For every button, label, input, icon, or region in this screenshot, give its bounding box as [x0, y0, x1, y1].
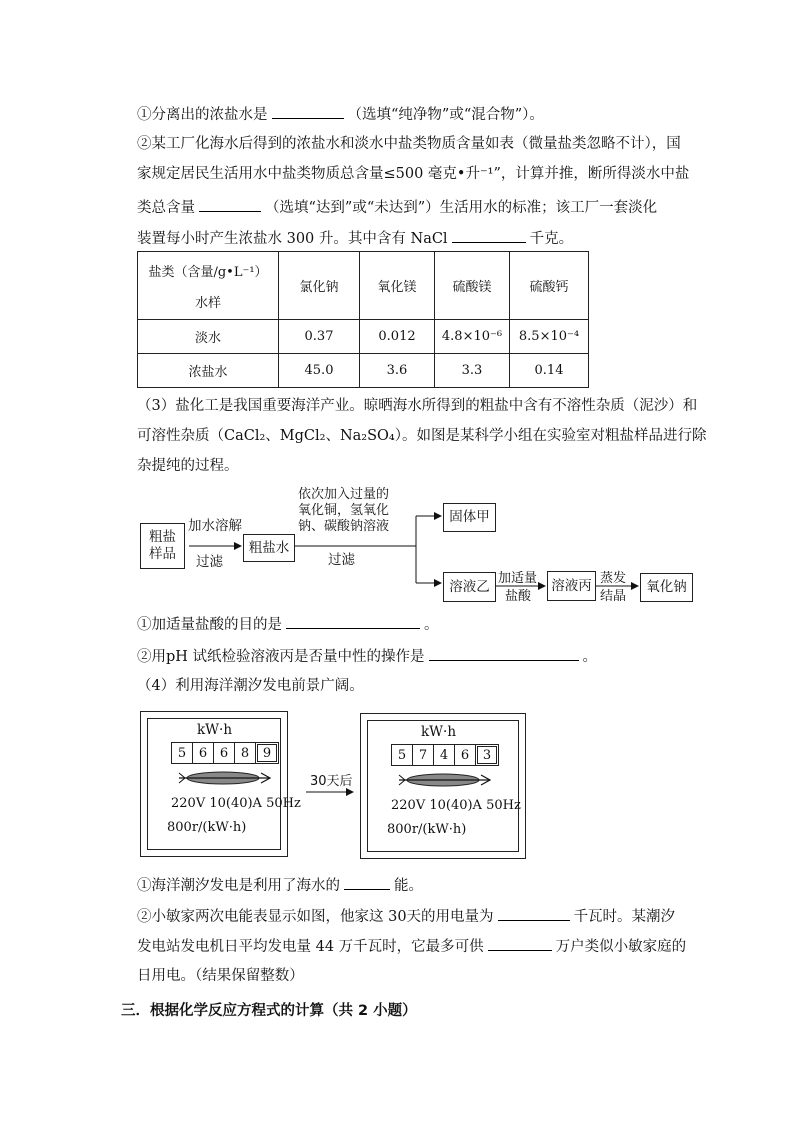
- table-header: 氯化钠: [279, 252, 360, 320]
- question-text: ②小敏家两次电能表显示如图，他家这 30天的用电量为: [137, 909, 494, 925]
- meter-rate: 800r/(kW·h): [387, 822, 467, 837]
- question-text: 万户类似小敏家庭的: [555, 939, 687, 955]
- meter-digits: [171, 742, 279, 764]
- meter-spec: 220V 10(40)A 50Hz: [391, 798, 521, 813]
- answer-blank[interactable]: [429, 646, 579, 661]
- answer-blank[interactable]: [344, 875, 390, 890]
- question-text: ①海洋潮汐发电是利用了海水的: [137, 878, 340, 894]
- question-text: 。: [582, 649, 598, 665]
- question-text: 千克。: [529, 231, 574, 247]
- question-text: ①加适量盐酸的目的是: [137, 617, 282, 633]
- table-cell: 0.012: [360, 320, 435, 354]
- meter-digit: 6: [193, 743, 214, 763]
- meter-arrow-label: 30天后: [310, 774, 353, 789]
- answer-blank[interactable]: [498, 906, 570, 921]
- question-text: ①分离出的浓盐水是: [137, 107, 268, 123]
- table-header-salt: 盐类（含量/g•L⁻¹）: [148, 264, 268, 280]
- table-cell: 浓盐水: [138, 354, 279, 388]
- question-text: 装置每小时产生浓盐水 300 升。其中含有 NaCl: [137, 231, 448, 247]
- meter-digit: 6: [214, 743, 235, 763]
- meter-unit: kW·h: [421, 724, 457, 740]
- question-line: 日用电。（结果保留整数）: [137, 968, 304, 984]
- step-label: 蒸发: [600, 571, 627, 586]
- electricity-meter-before: [140, 711, 301, 857]
- section-title: 三．根据化学反应方程式的计算（共 2 小题）: [121, 1003, 417, 1019]
- question-line: [137, 936, 686, 957]
- meter-disc-icon: [397, 770, 493, 790]
- meter-digit: 5: [172, 743, 193, 763]
- question-line: 家规定居民生活用水中盐类物质总含量≤500 毫克•升⁻¹”，计算并推，断所得淡水中盐: [137, 166, 690, 182]
- table-header-sample: 水样: [194, 295, 221, 311]
- question-line: 可溶性杂质（CaCl₂、MgCl₂、Na₂SO₄）。如图是某科学小组在实验室对粗盐样品进行除: [137, 428, 707, 444]
- table-header: 氧化镁: [360, 252, 435, 320]
- question-line: ②某工厂化海水后得到的浓盐水和淡水中盐类物质含量如表（微量盐类忽略不计），国: [137, 136, 681, 152]
- meter-digits: [391, 744, 499, 766]
- question-tidal-energy: [137, 875, 423, 896]
- solid-a-box: 固体甲: [443, 503, 496, 532]
- meter-digit: 8: [235, 743, 256, 763]
- table-header: 硫酸镁: [435, 252, 510, 320]
- step-label: 结晶: [600, 589, 627, 604]
- meter-digit: 7: [413, 745, 434, 765]
- electricity-meter-after: [360, 713, 526, 859]
- table-cell: 4.8×10⁻⁶: [435, 320, 510, 354]
- table-cell: 0.14: [510, 354, 589, 388]
- table-cell: 3.3: [435, 354, 510, 388]
- solution-b-box: 溶液乙: [443, 572, 496, 602]
- table-cell: 8.5×10⁻⁴: [510, 320, 589, 354]
- question-text: 能。: [394, 878, 423, 894]
- table-cell: 3.6: [360, 354, 435, 388]
- answer-blank[interactable]: [286, 614, 420, 629]
- meter-spec: 220V 10(40)A 50Hz: [171, 796, 301, 811]
- meter-digit-decimal: 3: [477, 746, 497, 764]
- crude-brine-box: 粗盐水: [243, 534, 295, 562]
- crude-salt-sample-box: 粗盐 样品: [140, 523, 185, 569]
- step-label: 过滤: [196, 554, 223, 570]
- question-text: 发电站发电机日平均发电量 44 万千瓦时，它最多可供: [137, 939, 484, 955]
- question-ph-test: [137, 646, 597, 667]
- product-box: 氧化钠: [640, 573, 693, 602]
- meter-disc-icon: [177, 768, 273, 788]
- step-label: 加适量: [498, 571, 538, 586]
- meter-digit: 6: [455, 745, 476, 765]
- question-text: 。: [424, 617, 439, 633]
- question-line: [137, 906, 675, 927]
- question-line: （4）利用海洋潮汐发电前景广阔。: [137, 678, 364, 694]
- step-label: 依次加入过量的 氧化铜，氢氧化 钠、碳酸钠溶液: [298, 487, 390, 534]
- solution-c-box: 溶液丙: [547, 571, 596, 601]
- table-cell: 45.0: [279, 354, 360, 388]
- table-cell: 淡水: [138, 320, 279, 354]
- meter-rate: 800r/(kW·h): [167, 820, 247, 835]
- question-hint: （选填“纯净物”或“混合物”）。: [347, 107, 544, 123]
- meter-digit: 5: [392, 745, 413, 765]
- question-text: 千瓦时。某潮汐: [573, 909, 676, 925]
- question-line: 杂提纯的过程。: [137, 458, 239, 474]
- meter-unit: kW·h: [197, 722, 233, 738]
- meter-digit-decimal: 9: [257, 744, 277, 762]
- meter-arrow-icon: [304, 786, 358, 798]
- question-text: ②用pH 试纸检验溶液丙是否量中性的操作是: [137, 649, 425, 665]
- table-cell: 0.37: [279, 320, 360, 354]
- table-header: 硫酸钙: [510, 252, 589, 320]
- step-label: 过滤: [328, 552, 355, 568]
- meter-digit: 4: [434, 745, 455, 765]
- step-label: 加水溶解: [188, 518, 242, 534]
- question-text: 类总含量: [137, 200, 195, 216]
- step-label: 盐酸: [505, 589, 532, 604]
- answer-blank[interactable]: [488, 936, 552, 951]
- question-text: （选填“达到”或“未达到”）生活用水的标准；该工厂一套淡化: [265, 200, 658, 216]
- question-hcl-purpose: [137, 614, 439, 635]
- question-line: （3）盐化工是我国重要海洋产业。晾晒海水所得到的粗盐中含有不溶性杂质（泥沙）和: [137, 398, 698, 414]
